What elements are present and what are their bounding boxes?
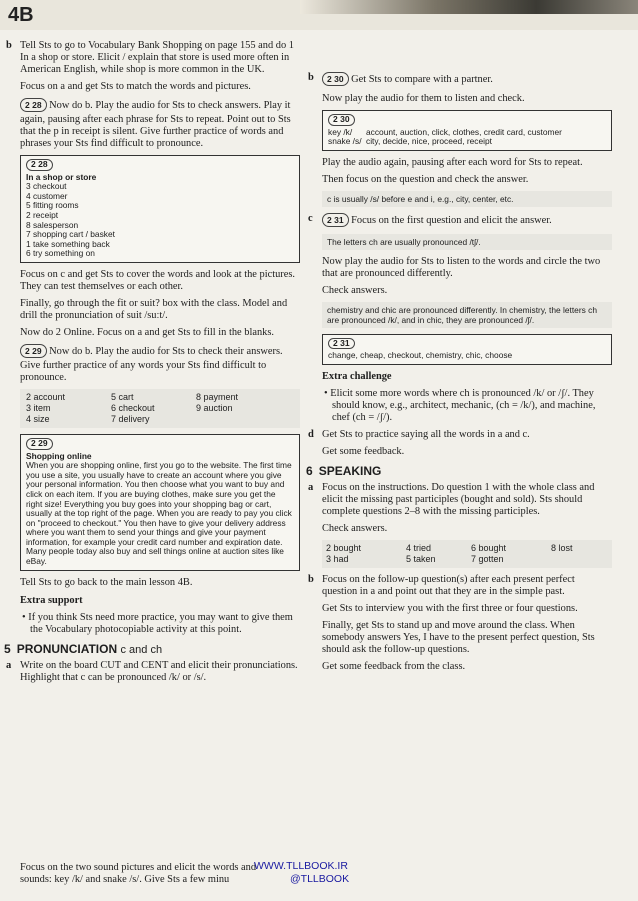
section-6-heading: 6 SPEAKING (306, 463, 382, 478)
answer-note: The letters ch are usually pronounced /tʃ/. (322, 234, 612, 250)
instruction-rb6: Get Sts to interview you with the first three or four questions. (322, 602, 578, 614)
instruction-rb2: Now play the audio for them to listen and check. (322, 93, 525, 104)
instruction-rc3: Check answers. (322, 284, 388, 296)
audio-script-box (322, 334, 612, 365)
box-text: When you are shopping online, first you go to the website. The first time you use a site, you usually have to create an account where you give your personal information. You then choose what you want to buy and click on each item. If you are buying clothes, make sure you get the right size! Everything you buy goes into your shopping bag or cart, usually at the top right of the page. When you are ready to pay you click on "proceed to checkout." You then have to give your delivery address where you want them to send your things and give your payment information, for example your credit card number and expiration date. Many people today also buy and sell things online at auction sites like eBay. (26, 460, 292, 567)
instruction-ra2: Check answers. (322, 522, 388, 534)
instruction-b1: Tell Sts to go to Vocabulary Bank Shopping on page 155 and do 1 In a shop or store. Elicit / explain that store is used more often in American English, while shop is more common in the UK. (20, 40, 294, 75)
instruction-rb8: Get some feedback from the class. (322, 660, 466, 672)
footer-watermark-handle[interactable]: @TLLBOOK (290, 873, 350, 885)
answer-cell: 8 lost (551, 542, 573, 553)
extra-support-bullet: • If you think Sts need more practice, you may want to give them the Vocabulary photocopiable activity at this point. (22, 611, 293, 635)
box-title: Shopping online (26, 450, 92, 461)
step-marker-b: b (308, 573, 314, 585)
answer-cell: 3 had (326, 553, 349, 564)
instruction-c5: Tell Sts to go back to the main lesson 4B. (20, 576, 193, 588)
header-photo-strip (300, 0, 638, 14)
audio-track-icon: 2 31 (328, 338, 355, 350)
instruction-b2: Focus on a and get Sts to match the words and pictures. (20, 81, 251, 92)
step-marker-b: b (308, 72, 314, 83)
answer-cell: 3 item (26, 402, 51, 413)
audio-track-icon: 2 28 (20, 98, 47, 112)
audio-answer-box: 2 30 key /k/ account, auction, click, clothes, credit card, customer snake /s/ city, decide, nice, proceed, receipt (322, 110, 612, 151)
left-column (4, 40, 300, 689)
instruction-rd1: Get Sts to practice saying all the words in a and c. (322, 428, 530, 440)
extra-challenge-bullet: • Elicit some more words where ch is pronounced /k/ or /ʃ/. They should know, e.g., architect, mechanic, (ch = /k/), and machine, chef (ch = /ʃ/). (324, 387, 596, 423)
instruction-rb3: Play the audio again, pausing after each word for Sts to repeat. (322, 156, 583, 168)
step-marker-a: a (308, 481, 314, 493)
instruction-a1: Write on the board CUT and CENT and elicit their pronunciations. Highlight that c can be pronounced /k/ or /s/. (20, 659, 298, 683)
answer-grid (20, 389, 300, 428)
box-item: 1 take something back (26, 238, 110, 249)
audio-track-icon: 2 29 (20, 344, 47, 358)
box-item: 6 try something on (26, 248, 95, 259)
footer-watermark-url[interactable]: WWW.TLLBOOK.IR (254, 860, 348, 872)
answer-cell: 6 checkout (111, 402, 155, 413)
box-item: 3 checkout (26, 181, 67, 192)
answer-note: c is usually /s/ before e and i, e.g., city, center, etc. (322, 191, 612, 207)
instruction-c1: Focus on c and get Sts to cover the words and look at the pictures. They can test themselves or each other. (20, 268, 296, 292)
instruction-rd2: Get some feedback. (322, 445, 405, 457)
lesson-label: 4B (8, 4, 34, 26)
answer-cell: 6 bought (471, 542, 507, 553)
audio-track-icon: 2 31 (322, 213, 349, 227)
instruction-rc2: Now play the audio for Sts to listen to the words and circle the two that are pronounced differently. (322, 255, 601, 279)
answer-cell: 5 cart (111, 391, 134, 402)
step-marker-a: a (6, 659, 12, 671)
instruction-rb4: Then focus on the question and check the answer. (322, 173, 529, 185)
instruction-c2: Finally, go through the fit or suit? box with the class. Model and drill the pronunciation of suit /suːt/. (20, 297, 288, 321)
box-item: 5 fitting rooms (26, 200, 79, 211)
answer-cell: 2 bought (326, 542, 362, 553)
answer-cell: 7 gotten (471, 553, 504, 564)
box-item: 7 shopping cart / basket (26, 229, 115, 240)
answer-cell: 8 payment (196, 391, 239, 402)
instruction-ra1: Focus on the instructions. Do question 1 with the whole class and elicit the missing past participles (bought and sold). Sts should complete questions 2–8 with the missing participles. (322, 481, 595, 517)
step-marker-c: c (308, 212, 313, 224)
answer-cell: 4 size (26, 413, 50, 424)
audio-script-box (20, 434, 300, 571)
instruction-rb7: Finally, get Sts to stand up and move around the class. When somebody answers Yes, I have to the present perfect question, Sts should ask the follow-up questions. (322, 619, 595, 655)
answer-cell: 4 tried (406, 542, 432, 553)
instruction-rb5: Focus on the follow-up question(s) after each present perfect question in a and point out that they are in the simple past. (322, 573, 575, 597)
audio-track-icon: 2 28 (26, 159, 53, 171)
step-marker-d: d (308, 428, 314, 440)
answer-grid (322, 540, 612, 568)
instruction-rc1: 2 31 Focus on the first question and elicit the answer. (322, 213, 612, 229)
box-title: In a shop or store (26, 171, 97, 182)
audio-track-icon: 2 29 (26, 438, 53, 450)
answer-cell: 7 delivery (111, 413, 150, 424)
audio-track-icon: 2 30 (328, 114, 355, 126)
answer-cell: 9 auction (196, 402, 233, 413)
step-marker-b: b (6, 40, 12, 51)
box-item: 4 customer (26, 190, 68, 201)
instruction-b3: 2 28 Now do b. Play the audio for Sts to check answers. Play it again, pausing after each phrase for Sts to repeat. Point out to Sts that the p in receipt is silent. Give further practice of words and phrases your Sts find difficult to pronounce. (20, 100, 291, 149)
extra-challenge-title: Extra challenge (322, 370, 392, 382)
box-item: 8 salesperson (26, 219, 79, 230)
answer-cell: 2 account (26, 391, 66, 402)
instruction-c3: Now do 2 Online. Focus on a and get Sts to fill in the blanks. (20, 326, 274, 338)
answer-cell: 5 taken (406, 553, 436, 564)
instruction-c4: 2 29 Now do b. Play the audio for Sts to check their answers. Give further practice of any words your Sts find difficult to pronounce. (20, 345, 283, 383)
answer-cell (551, 554, 601, 565)
answer-cell (196, 414, 281, 425)
audio-track-icon: 2 30 (322, 72, 349, 86)
extra-support-title: Extra support (20, 594, 83, 606)
box-text: change, cheap, checkout, chemistry, chic, choose (328, 350, 513, 361)
audio-answer-box (20, 155, 300, 263)
instruction-rb1: 2 30 Get Sts to compare with a partner. (322, 72, 612, 88)
answer-note: chemistry and chic are pronounced differently. In chemistry, the letters ch are pronounced /k/, and in chic, they are pronounced /ʃ/. (322, 302, 612, 328)
box-item: 2 receipt (26, 209, 59, 220)
section-5-heading: 5 PRONUNCIATION c and ch (4, 641, 163, 656)
instruction-a2: Focus on the two sound pictures and elicit the words and sounds: key /k/ and snake /s/. Give Sts a few minu (20, 862, 257, 885)
right-column (306, 72, 612, 678)
